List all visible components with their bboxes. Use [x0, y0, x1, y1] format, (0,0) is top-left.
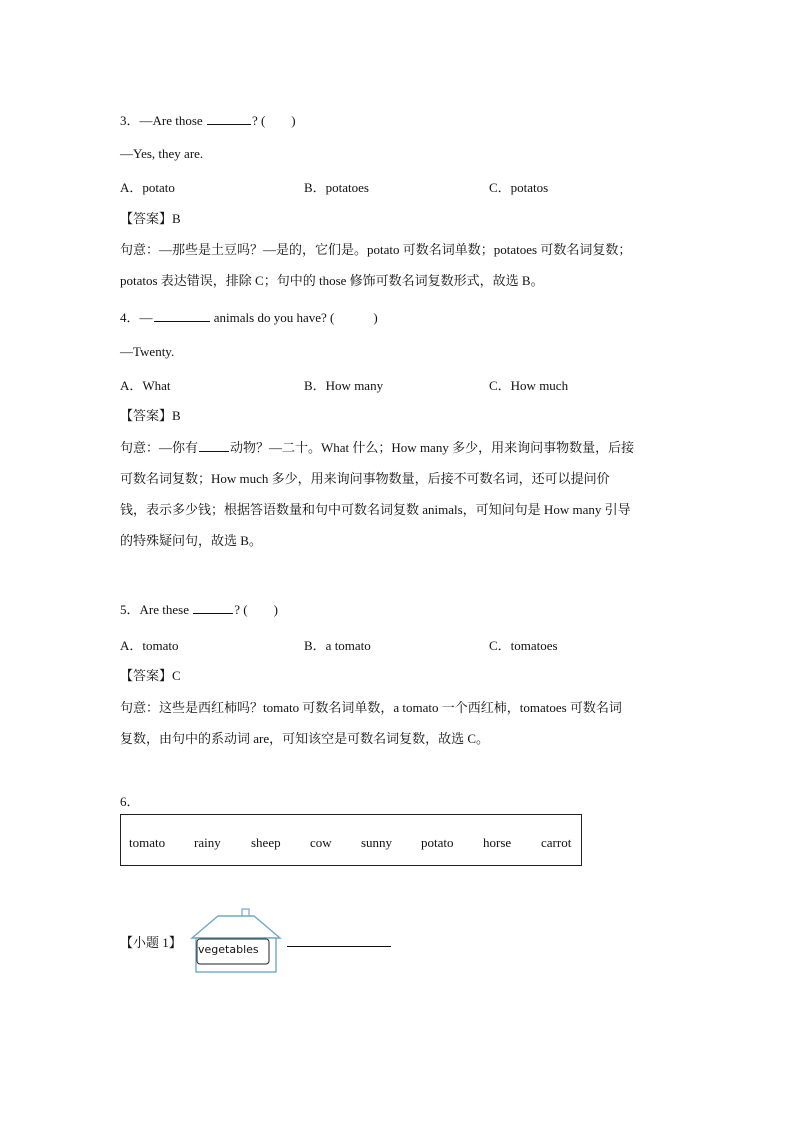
q3-blank[interactable]	[207, 112, 251, 125]
answer-line[interactable]	[287, 946, 391, 947]
q3-number: 3．	[120, 113, 140, 128]
q4-explain-line-3: 钱，表示多少钱；根据答语数量和句中可数名词复数 animals，可知问句是 How many 引导	[120, 502, 631, 517]
q5-explain-line-1: 句意：这些是西红柿吗？tomato 可数名词单数，a tomato 一个西红柿，tomatoes 可数名词	[120, 700, 622, 715]
word-bank-item: sheep	[251, 835, 281, 850]
q4-blank[interactable]	[154, 309, 210, 322]
word-bank-item: tomato	[129, 835, 166, 850]
q3-stem	[120, 110, 296, 129]
q5-blank[interactable]	[193, 601, 233, 614]
word-bank-item: carrot	[541, 835, 572, 850]
q4-explain-line-4: 的特殊疑问句，故选 B。	[120, 533, 262, 548]
house-icon	[190, 908, 282, 974]
q4-explain-part-b: 动物？—二十。What 什么；How many 多少，用来询问事物数量，后接	[230, 440, 635, 455]
word-bank-item: rainy	[194, 835, 221, 850]
q5-option-a: A．tomato	[120, 638, 179, 653]
word-bank-item: sunny	[361, 835, 393, 850]
q3-reply: —Yes, they are.	[120, 146, 204, 161]
q3-stem-text: —Are those	[139, 113, 203, 128]
q3-option-a: A．potato	[120, 180, 175, 195]
q3-paren: ? ( )	[251, 113, 296, 128]
house-label: vegetables	[198, 943, 259, 956]
q5-stem-text: Are these	[139, 602, 189, 617]
q5-option-c: C．tomatoes	[489, 638, 558, 653]
q4-explain-line-1	[120, 437, 634, 456]
q4-option-b: B．How many	[304, 378, 384, 393]
q5-answer: 【答案】C	[120, 668, 181, 683]
q5-number: 5．	[120, 602, 140, 617]
q5-option-b: B．a tomato	[304, 638, 371, 653]
q4-stem-text: animals do you have? ( )	[210, 310, 378, 325]
q4-explain-part-a: 句意：—你有	[120, 440, 199, 455]
sub-question-label: 【小题 1】	[120, 935, 182, 950]
q3-explain-line-2: potatos 表达错误，排除 C；句中的 those 修饰可数名词复数形式，故选 B。	[120, 273, 544, 288]
word-bank-box	[120, 814, 582, 866]
q4-number: 4．	[120, 310, 140, 325]
q4-option-a: A．What	[120, 378, 171, 393]
q4-explain-blank	[199, 439, 229, 452]
q3-answer: 【答案】B	[120, 211, 181, 226]
q5-stem	[120, 599, 278, 618]
q4-option-c: C．How much	[489, 378, 569, 393]
q5-explain-line-2: 复数，由句中的系动词 are，可知该空是可数名词复数，故选 C。	[120, 731, 490, 746]
q4-answer: 【答案】B	[120, 408, 181, 423]
q4-dash: —	[139, 310, 153, 325]
q3-option-c: C．potatos	[489, 180, 549, 195]
word-bank-item: horse	[483, 835, 512, 850]
word-bank-item: cow	[310, 835, 332, 850]
q4-explain-line-2: 可数名词复数；How much 多少，用来询问事物数量，后接不可数名词，还可以提问价	[120, 471, 610, 486]
q3-explain-line-1: 句意：—那些是土豆吗？—是的，它们是。potato 可数名词单数；potatoes 可数名词复数；	[120, 242, 632, 257]
word-bank-item: potato	[421, 835, 454, 850]
q6-number: 6．	[120, 794, 140, 809]
q3-option-b: B．potatoes	[304, 180, 369, 195]
q4-reply: —Twenty.	[120, 344, 175, 359]
q5-paren: ? ( )	[234, 602, 278, 617]
q4-stem	[120, 307, 378, 326]
